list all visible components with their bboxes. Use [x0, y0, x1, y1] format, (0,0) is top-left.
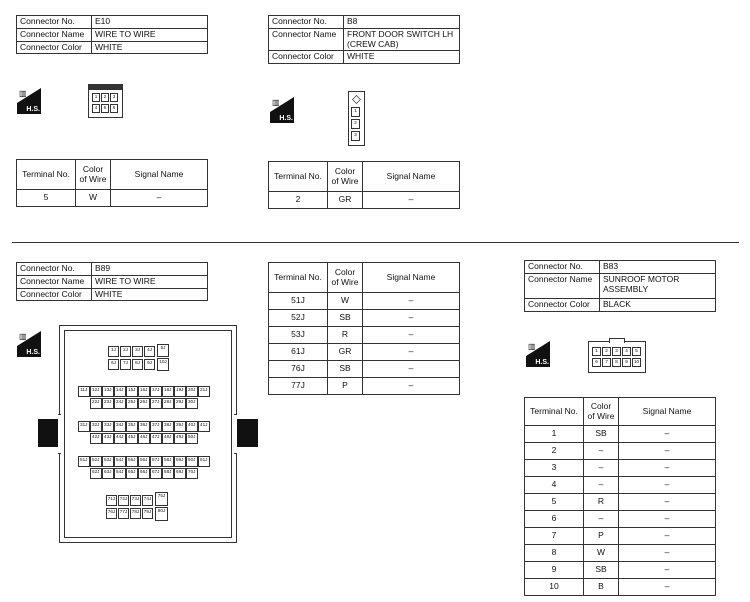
connector-pin: 56J	[138, 456, 150, 467]
signal-name-header: Signal Name	[619, 398, 716, 426]
terminal-no-cell: 76J	[269, 361, 328, 378]
table-row	[525, 460, 716, 477]
terminal-no-cell: 61J	[269, 344, 328, 361]
wire-color-cell: –	[584, 443, 619, 460]
connector-pin: 62J	[90, 468, 102, 479]
connector-pin: 8	[612, 358, 621, 367]
connector-pin: 34J	[114, 421, 126, 432]
connector-pin: 31J	[78, 421, 90, 432]
connector-pin: 27J	[150, 398, 162, 409]
connector-pin: 42J	[90, 433, 102, 444]
connector-pin: 26J	[138, 398, 150, 409]
table-row	[269, 327, 460, 344]
connector-pin: 3J	[132, 346, 143, 357]
connector-pin: 25J	[126, 398, 138, 409]
b89-connector-name: WIRE TO WIRE	[92, 275, 208, 288]
terminal-no-cell: 52J	[269, 310, 328, 327]
connector-pin: 75J	[155, 492, 168, 506]
connector-pin: 2	[101, 93, 109, 102]
signal-name-cell: –	[619, 545, 716, 562]
connector-color-label: Connector Color	[17, 41, 92, 54]
terminal-no-cell: 53J	[269, 327, 328, 344]
connector-pin: 35J	[126, 421, 138, 432]
connector-pin: 70J	[186, 468, 198, 479]
hs-label: H.S.	[26, 349, 40, 356]
wire-color-cell: –	[584, 460, 619, 477]
wire-color-cell: –	[584, 511, 619, 528]
connector-pin: 1J	[108, 346, 119, 357]
connector-pin: 52J	[90, 456, 102, 467]
table-row	[269, 344, 460, 361]
connector-pin: 64J	[114, 468, 126, 479]
b83-connector-info	[524, 260, 716, 312]
signal-name-cell: –	[619, 494, 716, 511]
e10-connector-info	[16, 15, 208, 54]
connector-pin: 60J	[186, 456, 198, 467]
connector-pin: 40J	[186, 421, 198, 432]
connector-pin: 30J	[186, 398, 198, 409]
e10-connector-color: WHITE	[92, 41, 208, 54]
terminal-no-cell: 2	[525, 443, 584, 460]
signal-name-cell: –	[619, 528, 716, 545]
connector-pin: 51J	[78, 456, 90, 467]
connector-pin: 12J	[90, 386, 102, 397]
terminal-no-cell: 6	[525, 511, 584, 528]
b89-connector-face	[59, 325, 237, 543]
connector-pin: 74J	[142, 495, 153, 506]
connector-color-label: Connector Color	[17, 288, 92, 301]
connector-pin: 37J	[150, 421, 162, 432]
connector-pin: 14J	[114, 386, 126, 397]
connector-pin: 50J	[186, 433, 198, 444]
terminal-no-cell: 4	[525, 477, 584, 494]
b89-connector-info	[16, 262, 208, 301]
connector-pin: 8J	[132, 359, 143, 370]
connector-pin: 13J	[102, 386, 114, 397]
table-row	[17, 190, 208, 207]
terminal-no-cell: 2	[269, 192, 328, 209]
signal-name-header: Signal Name	[363, 162, 460, 192]
connector-pin: 58J	[162, 456, 174, 467]
connector-pin: 24J	[114, 398, 126, 409]
connector-name-label: Connector Name	[525, 273, 600, 298]
signal-name-cell: –	[363, 344, 460, 361]
connector-pin: 48J	[162, 433, 174, 444]
wire-color-cell: W	[328, 293, 363, 310]
connector-pin: 1	[351, 107, 360, 117]
connector-pin: 59J	[174, 456, 186, 467]
connector-pin: 49J	[174, 433, 186, 444]
signal-name-cell: –	[363, 327, 460, 344]
connector-pin: 53J	[102, 456, 114, 467]
wire-color-cell: GR	[328, 344, 363, 361]
signal-name-cell: –	[619, 460, 716, 477]
connector-pin: 3	[351, 131, 360, 141]
connector-pin: 29J	[174, 398, 186, 409]
hs-label: H.S.	[535, 359, 549, 366]
connector-pin: 22J	[90, 398, 102, 409]
connector-no-label: Connector No.	[17, 16, 92, 29]
b83-terminal-table	[524, 397, 716, 596]
signal-name-cell: –	[619, 511, 716, 528]
connector-pin: 33J	[102, 421, 114, 432]
connector-pin: 44J	[114, 433, 126, 444]
connector-pin: 79J	[142, 508, 153, 519]
connector-pin: 5J	[157, 344, 169, 357]
connector-pin: 9J	[144, 359, 155, 370]
signal-name-cell: –	[363, 293, 460, 310]
color-of-wire-header: Color of Wire	[76, 160, 111, 190]
b83-connector-no: B83	[600, 261, 716, 274]
b83-connector-face	[588, 341, 646, 373]
signal-name-cell: –	[619, 477, 716, 494]
connector-pin: 41J	[198, 421, 210, 432]
connector-pin: 78J	[130, 508, 141, 519]
connector-pin: 65J	[126, 468, 138, 479]
connector-pin: 38J	[162, 421, 174, 432]
wire-color-cell: SB	[328, 361, 363, 378]
table-row	[525, 528, 716, 545]
signal-name-cell: –	[619, 562, 716, 579]
connector-pin: 1	[92, 93, 100, 102]
connector-pin: 7J	[120, 359, 131, 370]
connector-pin: 61J	[198, 456, 210, 467]
connector-no-label: Connector No.	[269, 16, 344, 29]
connector-color-label: Connector Color	[269, 51, 344, 64]
connector-pin: 1	[592, 347, 601, 356]
b8-connector-name: FRONT DOOR SWITCH LH (CREW CAB)	[344, 28, 460, 51]
wire-color-cell: R	[328, 327, 363, 344]
connector-pin: 7	[602, 358, 611, 367]
table-row	[269, 192, 460, 209]
connector-pin: 19J	[174, 386, 186, 397]
connector-pin: 5	[101, 104, 109, 113]
connector-name-label: Connector Name	[17, 28, 92, 41]
connector-pin: 6	[592, 358, 601, 367]
connector-pin: 6	[110, 104, 118, 113]
connector-pin: 32J	[90, 421, 102, 432]
wire-color-cell: SB	[328, 310, 363, 327]
signal-name-cell: –	[363, 192, 460, 209]
connector-pin: 5	[632, 347, 641, 356]
terminal-no-cell: 5	[17, 190, 76, 207]
connector-pin: 4	[622, 347, 631, 356]
terminal-no-cell: 1	[525, 426, 584, 443]
connector-pin: 39J	[174, 421, 186, 432]
table-row	[525, 443, 716, 460]
terminal-no-header: Terminal No.	[269, 263, 328, 293]
terminal-no-cell: 8	[525, 545, 584, 562]
table-row	[525, 494, 716, 511]
table-row	[269, 310, 460, 327]
table-row	[525, 545, 716, 562]
connector-pin: 63J	[102, 468, 114, 479]
connector-pin: 2J	[120, 346, 131, 357]
e10-connector-face	[88, 84, 123, 118]
connector-pin: 46J	[138, 433, 150, 444]
table-row	[269, 293, 460, 310]
connector-pin: 15J	[126, 386, 138, 397]
terminal-no-cell: 10	[525, 579, 584, 596]
wire-color-cell: R	[584, 494, 619, 511]
connector-pin: 45J	[126, 433, 138, 444]
connector-pin: 6J	[108, 359, 119, 370]
color-of-wire-header: Color of Wire	[328, 162, 363, 192]
connector-name-label: Connector Name	[269, 28, 344, 51]
signal-name-header: Signal Name	[111, 160, 208, 190]
connector-pin: 3	[612, 347, 621, 356]
connector-pin: 54J	[114, 456, 126, 467]
signal-name-cell: –	[619, 579, 716, 596]
e10-terminal-table	[16, 159, 208, 207]
connector-name-label: Connector Name	[17, 275, 92, 288]
terminal-no-cell: 5	[525, 494, 584, 511]
wire-color-cell: GR	[328, 192, 363, 209]
b8-connector-no: B8	[344, 16, 460, 29]
b83-connector-color: BLACK	[600, 298, 716, 311]
b83-connector-name: SUNROOF MOTOR ASSEMBLY	[600, 273, 716, 298]
section-divider	[12, 242, 739, 243]
wire-color-cell: B	[584, 579, 619, 596]
connector-pin: 73J	[130, 495, 141, 506]
connector-pin: 69J	[174, 468, 186, 479]
connector-pin: 80J	[155, 507, 168, 521]
connector-pin: 3	[110, 93, 118, 102]
connector-pin: 47J	[150, 433, 162, 444]
connector-no-label: Connector No.	[525, 261, 600, 274]
wire-color-cell: –	[584, 477, 619, 494]
connector-pin: 4J	[144, 346, 155, 357]
terminal-no-cell: 9	[525, 562, 584, 579]
hs-label: H.S.	[26, 106, 40, 113]
hs-label: H.S.	[279, 115, 293, 122]
connector-pin: 18J	[162, 386, 174, 397]
connector-pin: 72J	[118, 495, 129, 506]
wire-color-cell: W	[76, 190, 111, 207]
signal-name-cell: –	[619, 426, 716, 443]
terminal-no-cell: 7	[525, 528, 584, 545]
terminal-no-header: Terminal No.	[17, 160, 76, 190]
signal-name-cell: –	[111, 190, 208, 207]
connector-color-label: Connector Color	[525, 298, 600, 311]
connector-pin: 2	[602, 347, 611, 356]
connector-pin: 28J	[162, 398, 174, 409]
hs-icon: ▥ H.S.	[528, 342, 549, 366]
connector-pin: 11J	[78, 386, 90, 397]
connector-pin: 76J	[106, 508, 117, 519]
table-row	[525, 579, 716, 596]
connector-no-label: Connector No.	[17, 263, 92, 276]
b8-connector-color: WHITE	[344, 51, 460, 64]
connector-pin: 16J	[138, 386, 150, 397]
connector-pin: 17J	[150, 386, 162, 397]
signal-name-cell: –	[363, 310, 460, 327]
terminal-no-header: Terminal No.	[269, 162, 328, 192]
connector-pin: 67J	[150, 468, 162, 479]
wire-color-cell: P	[584, 528, 619, 545]
table-row	[525, 477, 716, 494]
e10-connector-name: WIRE TO WIRE	[92, 28, 208, 41]
terminal-no-cell: 51J	[269, 293, 328, 310]
signal-name-cell: –	[363, 361, 460, 378]
b89-terminal-table	[268, 262, 460, 395]
wire-color-cell: W	[584, 545, 619, 562]
signal-name-cell: –	[363, 378, 460, 395]
connector-pin: 21J	[198, 386, 210, 397]
table-row	[525, 511, 716, 528]
connector-pin: 23J	[102, 398, 114, 409]
connector-pin: 4	[92, 104, 100, 113]
b8-terminal-table	[268, 161, 460, 209]
connector-pin: 2	[351, 119, 360, 129]
signal-name-cell: –	[619, 443, 716, 460]
connector-pin: 36J	[138, 421, 150, 432]
hs-icon: ▥ H.S.	[19, 89, 40, 113]
hs-icon: ▥ H.S.	[272, 98, 293, 122]
table-row	[525, 562, 716, 579]
terminal-no-cell: 77J	[269, 378, 328, 395]
wire-color-cell: SB	[584, 426, 619, 443]
terminal-no-header: Terminal No.	[525, 398, 584, 426]
b8-connector-info	[268, 15, 460, 64]
connector-pin: 71J	[106, 495, 117, 506]
wire-color-cell: SB	[584, 562, 619, 579]
signal-name-header: Signal Name	[363, 263, 460, 293]
connector-pin: 9	[622, 358, 631, 367]
connector-pin: 57J	[150, 456, 162, 467]
connector-pin: 55J	[126, 456, 138, 467]
connector-pin: 10J	[157, 358, 169, 371]
table-row	[525, 426, 716, 443]
connector-pin: 66J	[138, 468, 150, 479]
e10-connector-no: E10	[92, 16, 208, 29]
connector-pin: 68J	[162, 468, 174, 479]
table-row	[269, 361, 460, 378]
b89-connector-color: WHITE	[92, 288, 208, 301]
connector-pin: 43J	[102, 433, 114, 444]
connector-pin: 77J	[118, 508, 129, 519]
color-of-wire-header: Color of Wire	[584, 398, 619, 426]
b89-connector-no: B89	[92, 263, 208, 276]
wire-color-cell: P	[328, 378, 363, 395]
b8-connector-face	[348, 91, 365, 146]
hs-icon: ▥ H.S.	[19, 332, 40, 356]
connector-pin: 20J	[186, 386, 198, 397]
terminal-no-cell: 3	[525, 460, 584, 477]
table-row	[269, 378, 460, 395]
connector-pin: 10	[632, 358, 641, 367]
color-of-wire-header: Color of Wire	[328, 263, 363, 293]
